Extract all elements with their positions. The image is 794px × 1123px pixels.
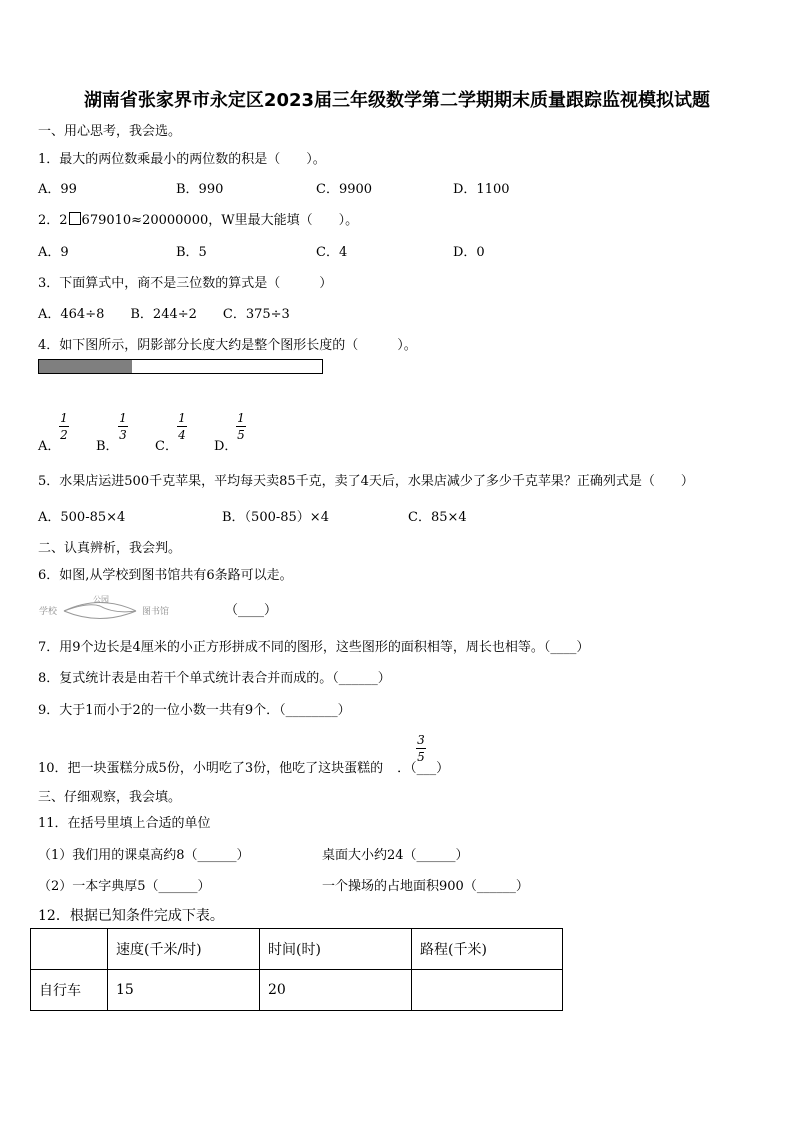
q2-option-b: B．5 (176, 245, 207, 260)
question-10 (38, 757, 449, 776)
school-label: 学校 (39, 607, 58, 617)
question-12: 12．根据已知条件完成下表。 (38, 908, 224, 924)
length-bar-figure (38, 359, 323, 374)
table-cell: 15 (108, 970, 260, 1011)
q11-item-2: 桌面大小约24（______） (322, 848, 469, 863)
table-header-cell (31, 929, 108, 970)
question-3: 3．下面算式中，商不是三位数的算式是（ ） (38, 276, 333, 291)
section-heading-1: 一、用心思考，我会选。 (38, 124, 182, 139)
q5-option-c: C．85×4 (408, 510, 467, 525)
question-2 (38, 209, 358, 228)
q5-option-a: A．500-85×4 (38, 510, 126, 525)
q4-option-d-label: D． (214, 439, 238, 454)
q2-option-a: A．9 (38, 245, 69, 260)
page-title: 湖南省张家界市永定区2023届三年级数学第二学期期末质量跟踪监视模拟试题 (83, 90, 711, 111)
q10-suffix: ．（___） (397, 761, 450, 776)
section-heading-3: 三、仔细观察，我会填。 (38, 790, 182, 805)
section-heading-2: 二、认真辨析，我会判。 (38, 541, 182, 556)
shaded-segment (39, 360, 132, 373)
table-cell: 自行车 (31, 970, 108, 1011)
q5-option-b: B．（500-85）×4 (222, 510, 329, 525)
park-label: 公园 (93, 595, 109, 604)
q4-option-a-fraction: 1 2 (60, 411, 68, 442)
question-5: 5．水果店运进500千克苹果，平均每天卖85千克，卖了4天后，水果店减少了多少千克苹果？正确列式是（ ） (38, 474, 694, 489)
q1-option-c: C．9900 (316, 182, 373, 197)
q4-option-c-label: C． (155, 439, 178, 454)
table-header-cell: 速度(千米/时) (108, 929, 260, 970)
q10-prefix: 10．把一块蛋糕分成5份，小明吃了3份，他吃了这块蛋糕的 (38, 761, 384, 776)
table-cell: 20 (260, 970, 412, 1011)
question-1: 1．最大的两位数乘最小的两位数的积是（ ）。 (38, 152, 326, 167)
q4-option-b-fraction: 1 3 (119, 411, 127, 442)
table-row (31, 970, 563, 1011)
library-label: 图书馆 (142, 607, 170, 617)
q4-option-b-label: B． (96, 439, 119, 454)
table-header-cell: 路程(千米) (412, 929, 563, 970)
q10-fraction: 3 5 (417, 733, 425, 764)
q2-option-d: D．0 (453, 245, 485, 260)
route-diagram (38, 592, 178, 620)
table-cell-answer[interactable] (412, 970, 563, 1011)
question-8: 8．复式统计表是由若干个单式统计表合并而成的。（______） (38, 671, 391, 686)
table-header-cell: 时间(时) (260, 929, 412, 970)
q6-answer-blank[interactable]: （____） (225, 603, 278, 618)
question-7: 7．用9个边长是4厘米的小正方形拼成不同的图形，这些图形的面积相等，周长也相等。（____） (38, 640, 590, 655)
q4-option-a-label: A． (38, 439, 61, 454)
q11-item-3: （2）一本字典厚5（______） (38, 879, 211, 894)
question-4: 4．如下图所示，阴影部分长度大约是整个图形长度的（ ）。 (38, 338, 417, 353)
q2-suffix: 679010≈20000000，W里最大能填（ ）。 (81, 213, 359, 228)
q2-prefix: 2．2 (38, 213, 68, 228)
table-header-row (31, 929, 563, 970)
q2-option-c: C．4 (316, 245, 348, 260)
q4-option-c-fraction: 1 4 (178, 411, 186, 442)
q11-item-1: （1）我们用的课桌高约8（______） (38, 848, 250, 863)
q4-option-d-fraction: 1 5 (237, 411, 245, 442)
blank-box-icon (69, 212, 81, 225)
q1-option-b: B．990 (176, 182, 224, 197)
q1-option-d: D．1100 (453, 182, 510, 197)
q1-option-a: A．99 (38, 182, 77, 197)
question-6: 6．如图,从学校到图书馆共有6条路可以走。 (38, 568, 293, 583)
question-9: 9．大于1而小于2的一位小数一共有9个．（________） (38, 703, 351, 718)
speed-time-distance-table (30, 928, 563, 1011)
q11-item-4: 一个操场的占地面积900（______） (322, 879, 529, 894)
q3-options: A．464÷8 B．244÷2 C．375÷3 (38, 307, 290, 322)
question-11: 11．在括号里填上合适的单位 (38, 816, 211, 831)
